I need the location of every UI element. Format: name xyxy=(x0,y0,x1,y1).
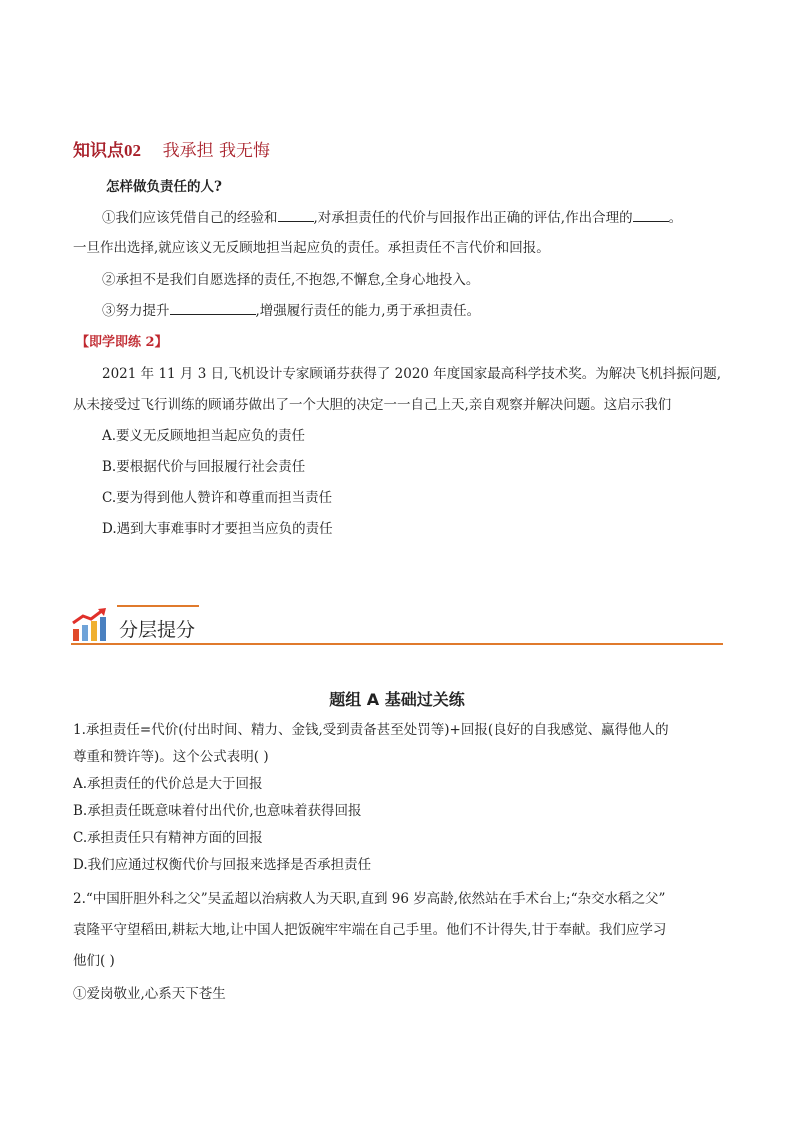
group-title: 题组 A 基础过关练 xyxy=(329,690,465,709)
q1-stem-line-2: 尊重和赞许等)。这个公式表明( ) xyxy=(73,749,269,765)
question-heading: 怎样做负责任的人? xyxy=(106,179,222,195)
paragraph-1-line-1 xyxy=(102,206,682,226)
paragraph-3-text-b: ,增强履行责任的能力,勇于承担责任。 xyxy=(255,303,481,319)
section-top-rule xyxy=(117,605,199,607)
section-title: 分层提分 xyxy=(119,619,196,641)
rising-chart-icon xyxy=(71,607,109,643)
section-divider xyxy=(71,643,723,645)
q2-stem-line-1: 2.“中国肝胆外科之父”吴孟超以治病救人为天职,直到 96 岁高龄,依然站在手术台上;“杂交水稻之父” xyxy=(73,891,666,907)
knowledge-point-number: 知识点02 xyxy=(73,141,141,160)
paragraph-1-text-b: ,对承担责任的代价与回报作出正确的评估,作出合理的 xyxy=(313,210,633,226)
q1-option-c: C.承担责任只有精神方面的回报 xyxy=(73,830,263,846)
practice-option-a: A.要义无反顾地担当起应负的责任 xyxy=(102,428,306,444)
q2-stem-line-2: 袁隆平守望稻田,耕耘大地,让中国人把饭碗牢牢端在自己手里。他们不计得失,甘于奉献。我们应学习 xyxy=(73,922,667,938)
q2-item-1: ①爱岗敬业,心系天下苍生 xyxy=(73,986,226,1002)
practice-option-b: B.要根据代价与回报履行社会责任 xyxy=(102,459,306,475)
paragraph-3-text-a: ③努力提升 xyxy=(102,303,170,319)
q1-option-b: B.承担责任既意味着付出代价,也意味着获得回报 xyxy=(73,803,362,819)
practice-label: 【即学即练 2】 xyxy=(76,335,168,350)
answer-blank xyxy=(633,207,669,222)
q1-stem-line-1: 1.承担责任=代价(付出时间、精力、金钱,受到责备甚至处罚等)+回报(良好的自我感觉、赢得他人的 xyxy=(73,722,669,738)
q1-option-a: A.承担责任的代价总是大于回报 xyxy=(73,776,263,792)
paragraph-3 xyxy=(102,299,480,319)
q1-option-d: D.我们应通过权衡代价与回报来选择是否承担责任 xyxy=(73,857,372,873)
paragraph-1-text-a: ①我们应该凭借自己的经验和 xyxy=(102,210,278,226)
section-header xyxy=(71,605,723,645)
practice-stem-line-2: 从未接受过飞行训练的顾诵芬做出了一个大胆的决定一一自己上天,亲自观察并解决问题。这启示我们 xyxy=(73,397,672,413)
knowledge-point-title xyxy=(73,136,270,161)
q2-stem-line-3: 他们( ) xyxy=(73,953,115,969)
knowledge-point-heading: 我承担 我无悔 xyxy=(162,141,271,161)
practice-option-d: D.遇到大事难事时才要担当应负的责任 xyxy=(102,521,333,537)
paragraph-1-text-c: 。 xyxy=(668,210,683,226)
answer-blank xyxy=(170,300,256,315)
paragraph-1-line-2: 一旦作出选择,就应该义无反顾地担当起应负的责任。承担责任不言代价和回报。 xyxy=(73,240,550,256)
paragraph-2: ②承担不是我们自愿选择的责任,不抱怨,不懈怠,全身心地投入。 xyxy=(102,272,480,288)
answer-blank xyxy=(278,207,314,222)
practice-option-c: C.要为得到他人赞许和尊重而担当责任 xyxy=(102,490,333,506)
practice-stem-line-1: 2021 年 11 月 3 日,飞机设计专家顾诵芬获得了 2020 年度国家最高科学技术奖。为解决飞机抖振问题, xyxy=(102,366,722,382)
